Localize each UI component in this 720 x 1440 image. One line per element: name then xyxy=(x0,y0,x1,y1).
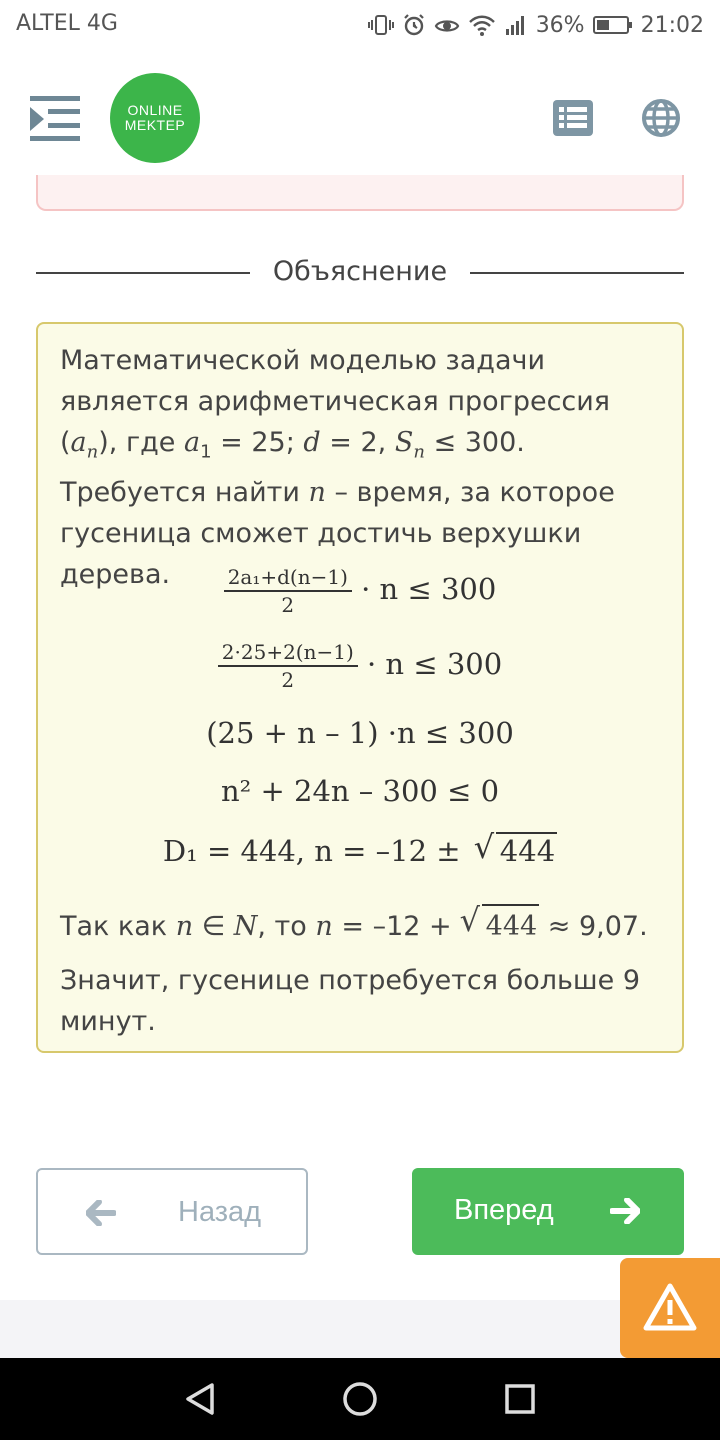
alarm-icon xyxy=(402,13,426,37)
menu-collapse-icon xyxy=(30,94,82,144)
explanation-box xyxy=(36,322,684,1053)
logo-line-2: MEKTEP xyxy=(124,117,186,133)
equation-5: D₁ = 444, n = –12 ± √ 444 xyxy=(38,832,682,868)
explanation-heading: Объяснение xyxy=(272,256,448,287)
circle-home-icon xyxy=(340,1379,380,1419)
battery-icon xyxy=(593,14,633,36)
warning-icon xyxy=(642,1282,698,1332)
list-icon xyxy=(553,100,593,136)
divider-left xyxy=(36,272,250,274)
language-button[interactable] xyxy=(641,98,681,138)
status-icons xyxy=(368,8,704,42)
divider-right xyxy=(470,272,684,274)
square-recents-icon xyxy=(500,1379,540,1419)
triangle-back-icon xyxy=(180,1379,220,1419)
arrow-right-icon xyxy=(610,1198,640,1224)
menu-button[interactable] xyxy=(30,94,82,144)
online-mektep-logo[interactable] xyxy=(110,73,200,163)
report-problem-button[interactable] xyxy=(620,1258,720,1358)
carrier-label: ALTEL 4G xyxy=(16,11,118,36)
nav-home-button[interactable] xyxy=(340,1379,380,1419)
signal-icon xyxy=(504,13,528,37)
system-nav-bar xyxy=(0,1358,720,1440)
clock: 21:02 xyxy=(640,12,704,38)
explanation-paragraph-3: Значит, гусенице потребуется больше 9 минут. xyxy=(60,965,640,1037)
globe-icon xyxy=(641,98,681,138)
equation-1: $\frac{\text{2a₁+d(n−1)}}{2}$ · n ≤ 300 xyxy=(38,564,682,618)
task-list-button[interactable] xyxy=(553,100,593,136)
explanation-paragraph-1: Математической моделью задачи является арифметическая прогрессия $(a_n)$, где $a_1 = 25$; d = 2, $S_n \le 300$. Требуется найти n – время, за которое гусеница сможет достичь верхушки дерева. xyxy=(60,345,615,591)
equation-2: $\frac{2\cdot 25+2(n-1)}{2}$ · n ≤ 300 xyxy=(38,639,682,693)
status-bar xyxy=(0,0,720,50)
eye-icon xyxy=(434,13,460,37)
next-button-label: Вперед xyxy=(454,1194,554,1226)
answer-feedback-box xyxy=(36,175,684,211)
battery-percent: 36% xyxy=(535,12,585,38)
app-header xyxy=(0,50,720,187)
nav-recents-button[interactable] xyxy=(500,1379,540,1419)
explanation-paragraph-2: Так как n ∈ N, то n = –12 +√ 444 ≈ 9,07. xyxy=(60,904,670,947)
back-button[interactable] xyxy=(36,1168,308,1255)
wifi-icon xyxy=(468,13,496,37)
next-button[interactable] xyxy=(412,1168,684,1255)
arrow-left-icon xyxy=(86,1200,116,1226)
equation-4: n² + 24n – 300 ≤ 0 xyxy=(220,774,500,808)
footer-strip xyxy=(0,1300,720,1358)
back-button-label: Назад xyxy=(178,1196,262,1228)
equation-3: (25 + n – 1) ·n ≤ 300 xyxy=(206,716,514,750)
logo-line-1: ONLINE xyxy=(127,102,183,118)
vibrate-icon xyxy=(368,13,394,37)
nav-back-button[interactable] xyxy=(180,1379,220,1419)
